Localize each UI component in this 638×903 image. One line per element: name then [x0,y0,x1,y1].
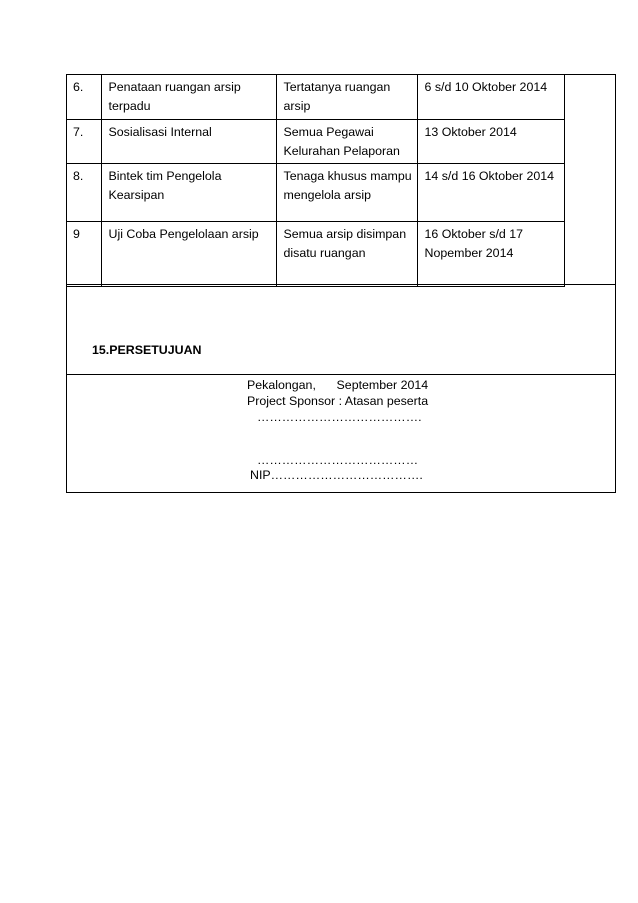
output-cell: Semua arsip disimpan disatu ruangan [276,221,417,286]
sponsor-role: Project Sponsor : Atasan peserta [247,394,429,408]
table-row [67,221,564,286]
table-row [67,163,564,221]
output-cell: Tenaga khusus mampu mengelola arsip [276,163,417,221]
output-cell: Semua Pegawai Kelurahan Pelaporan [276,119,417,163]
row-number: 8. [67,163,101,221]
time-cell: 14 s/d 16 Oktober 2014 [417,163,564,221]
table-row [67,75,564,119]
row-number: 6. [67,75,101,119]
activity-cell: Uji Coba Pengelolaan arsip [101,221,276,286]
document-frame [66,74,616,493]
divider [67,374,615,375]
divider [67,284,615,285]
place-date: Pekalongan, September 2014 [247,378,429,392]
activity-cell: Sosialisasi Internal [101,119,276,163]
activity-table [67,75,565,287]
time-cell: 6 s/d 10 Oktober 2014 [417,75,564,119]
time-cell: 13 Oktober 2014 [417,119,564,163]
nip-line: NIP………………………………. [250,468,423,482]
output-cell: Tertatanya ruangan arsip [276,75,417,119]
row-number: 7. [67,119,101,163]
time-cell: 16 Oktober s/d 17 Nopember 2014 [417,221,564,286]
activity-cell: Penataan ruangan arsip terpadu [101,75,276,119]
activity-cell: Bintek tim Pengelola Kearsipan [101,163,276,221]
table-row [67,119,564,163]
name-line: ………………………………… [257,453,419,467]
signature-line: …………………………………. [257,410,422,424]
section-heading: 15.PERSETUJUAN [92,343,202,357]
row-number: 9 [67,221,101,286]
